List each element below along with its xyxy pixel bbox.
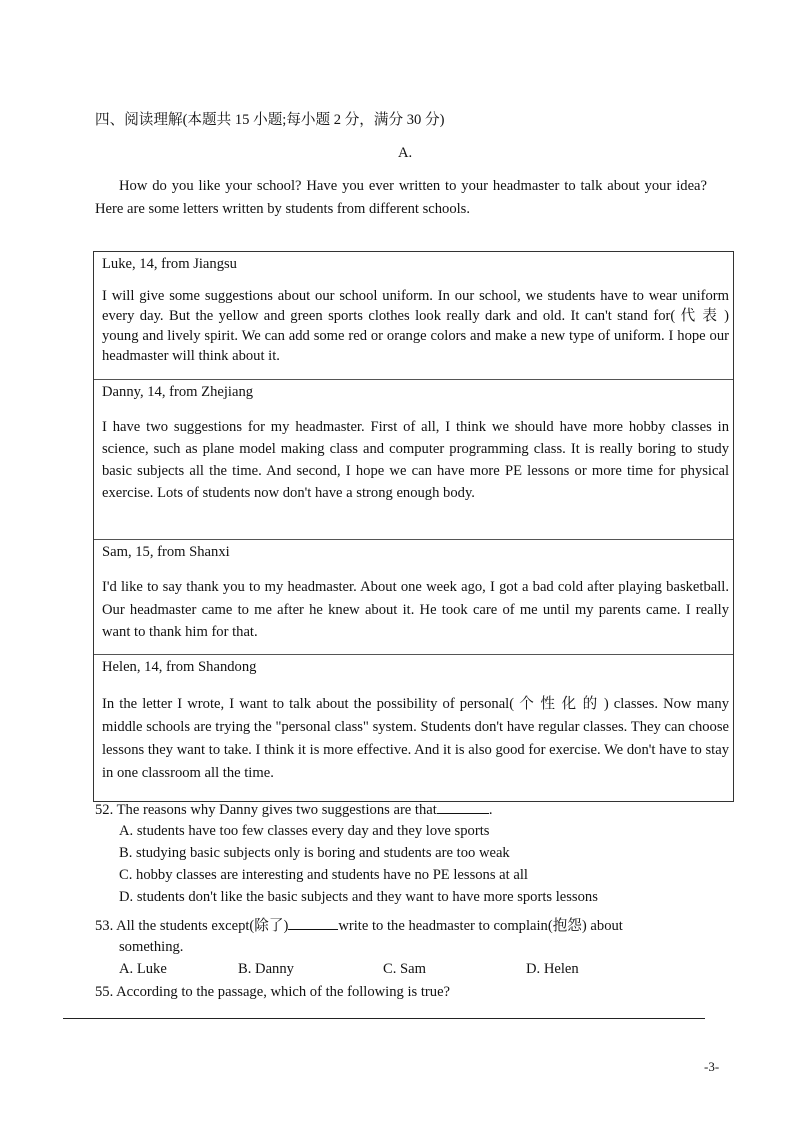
option-b: B. studying basic subjects only is boring and students are too weak <box>119 845 510 861</box>
letter-author: Luke, 14, from Jiangsu <box>102 256 237 272</box>
part-label: A. <box>398 145 413 161</box>
question-53-continued: something. <box>119 939 184 955</box>
page-number: -3- <box>704 1059 720 1074</box>
intro-paragraph: How do you like your school? Have you ever written to your headmaster to talk about your idea? Here are some letters written by students from different schools. <box>95 178 707 217</box>
option-d: D. students don't like the basic subjects and they want to have more sports lessons <box>119 889 598 905</box>
option-a: A. students have too few classes every day and they love sports <box>119 823 490 839</box>
footer-rule <box>63 1018 705 1019</box>
question-end: . <box>488 802 493 818</box>
letter-row <box>94 252 733 379</box>
option-d: D. Helen <box>526 961 579 977</box>
letter-row <box>94 539 733 654</box>
letter-text: In the letter I wrote, I want to talk about the possibility of personal( 个 性 化 的 ) classes. Now many middle schools are trying the "personal class" system. Students don't have regular classes. They can choose lessons they want to take. I think it is more effective. And it is also good for exercise. We don't have to stay in one classroom all the time. <box>102 696 729 781</box>
letter-row <box>94 654 733 801</box>
question-stem-rest: write to the headmaster to complain(抱怨) about <box>338 918 623 934</box>
letter-text: I'd like to say thank you to my headmaster. About one week ago, I got a bad cold after playing basketball. Our headmaster came to me after he knew about it. He took care of me until my parents came. I really want to thank him for that. <box>102 579 729 640</box>
option-a: A. Luke <box>119 961 167 977</box>
answer-blank <box>437 801 489 814</box>
option-c: C. Sam <box>383 961 426 977</box>
answer-blank <box>288 917 338 930</box>
letter-text: I have two suggestions for my headmaster. First of all, I think we should have more hobby classes in science, such as plane model making class and computer programming class. It is really boring to study basic subjects all the time. And second, I hope we can have more PE lessons or more time for physical exercise. Lots of students now don't have a strong enough body. <box>102 419 729 501</box>
question-stem: 53. All the students except(除了) <box>95 918 289 934</box>
question-55: 55. According to the passage, which of the following is true? <box>95 984 451 1000</box>
letter-text: I will give some suggestions about our school uniform. In our school, we students have to wear uniform every day. But the yellow and green sports clothes look really dark and old. It can't stand for( 代 表 ) young and lively spirit. We can add some red or orange colors and make a new type of uniform. I hope our headmaster will think about it. <box>102 288 729 364</box>
letters-table <box>93 251 734 802</box>
question-52 <box>95 801 492 819</box>
letter-author: Sam, 15, from Shanxi <box>102 544 230 560</box>
question-stem: 52. The reasons why Danny gives two suggestions are that <box>95 802 437 818</box>
letter-author: Danny, 14, from Zhejiang <box>102 384 254 400</box>
section-title: 四、阅读理解(本题共 15 小题;每小题 2 分，满分 30 分) <box>95 112 445 128</box>
letter-author: Helen, 14, from Shandong <box>102 659 257 675</box>
option-b: B. Danny <box>238 961 294 977</box>
option-c: C. hobby classes are interesting and students have no PE lessons at all <box>119 867 528 883</box>
question-53 <box>95 914 623 935</box>
letter-row <box>94 379 733 539</box>
